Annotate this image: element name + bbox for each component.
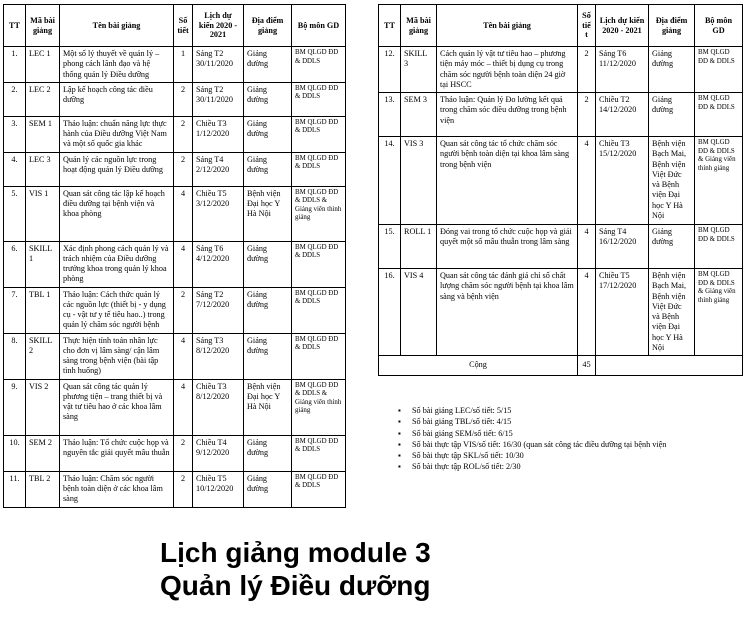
cell-lich: Sáng T2 7/12/2020 (193, 287, 244, 333)
cell-so: 2 (578, 93, 596, 137)
cell-bomon: BM QLGD ĐD & DDLS (292, 47, 346, 83)
cell-so: 4 (578, 225, 596, 269)
cell-so: 4 (174, 186, 193, 241)
table-row (4, 152, 346, 186)
cell-dia: Giảng đường (244, 47, 292, 83)
table-row (4, 435, 346, 471)
cell-ten: Quan sát công tác tổ chức chăm sóc người bệnh toàn diện tại khoa lâm sàng trong bệnh viện (437, 137, 578, 225)
total-label: Cộng (379, 356, 578, 376)
cell-tt: 15. (379, 225, 401, 269)
cell-bomon: BM QLGD ĐD & DDLS (292, 82, 346, 116)
cell-dia: Giảng đường (244, 435, 292, 471)
cell-bomon: BM QLGD ĐD & DDLS (292, 116, 346, 152)
cell-ten: Xác định phong cách quản lý và trách nhiệm của Điều dưỡng trưởng khoa trong quản lý khoa phòng (60, 241, 174, 287)
cell-tt: 13. (379, 93, 401, 137)
table-row (379, 93, 743, 137)
cell-lich: Chiều T4 9/12/2020 (193, 435, 244, 471)
cell-so: 2 (578, 47, 596, 93)
cell-lich: Chiều T3 15/12/2020 (596, 137, 649, 225)
cell-ten: Cách quản lý vật tư tiêu hao – phương tiện máy móc – thiết bị dụng cụ trong chăm sóc người bệnh toàn diện 24 giờ tại HSCC (437, 47, 578, 93)
cell-tt: 10. (4, 435, 26, 471)
cell-so: 4 (578, 137, 596, 225)
summary-item: ▪ Số bài thực tập SKL/số tiết: 10/30 (398, 450, 666, 461)
cell-bomon: BM QLGD ĐD & DDLS & Giảng viên thỉnh giảng (292, 186, 346, 241)
cell-ten: Thảo luận: chuẩn năng lực thực hành của Điều dưỡng Việt Nam và một số quốc gia khác (60, 116, 174, 152)
cell-ma: LEC 1 (26, 47, 60, 83)
cell-lich: Chiều T5 3/12/2020 (193, 186, 244, 241)
header-so: Số tiết (578, 5, 596, 47)
cell-dia: Bệnh viện Đại học Y Hà Nội (244, 379, 292, 435)
table-row (379, 47, 743, 93)
cell-dia: Bệnh viện Đại học Y Hà Nội (244, 186, 292, 241)
table-row (4, 471, 346, 507)
cell-tt: 12. (379, 47, 401, 93)
cell-ten: Thảo luận: Cách thức quản lý các nguồn lực (thiết bị - y dụng cụ - vật tư y tế tiêu hao..) trong quản lý chăm sóc người bệnh (60, 287, 174, 333)
table-header-row (379, 5, 743, 47)
cell-dia: Giảng đường (649, 225, 695, 269)
cell-tt: 7. (4, 287, 26, 333)
cell-ma: VIS 4 (401, 269, 437, 356)
cell-ten: Một số lý thuyết về quản lý – phong cách lãnh đạo và hệ thống quản lý Điều dưỡng (60, 47, 174, 83)
cell-lich: Chiều T2 14/12/2020 (596, 93, 649, 137)
cell-ten: Lập kế hoạch công tác điều dưỡng (60, 82, 174, 116)
cell-ten: Đóng vai trong tổ chức cuộc họp và giải quyết một số mâu thuẫn trong lâm sàng (437, 225, 578, 269)
cell-so: 4 (174, 333, 193, 379)
cell-ma: SKILL 3 (401, 47, 437, 93)
cell-bomon: BM QLGD ĐD & DDLS (292, 287, 346, 333)
cell-lich: Sáng T2 30/11/2020 (193, 47, 244, 83)
cell-tt: 11. (4, 471, 26, 507)
cell-so: 2 (174, 116, 193, 152)
table-row (4, 241, 346, 287)
cell-bomon: BM QLGD ĐD & DDLS (695, 93, 743, 137)
header-bomon: Bộ môn GD (292, 5, 346, 47)
cell-tt: 14. (379, 137, 401, 225)
cell-bomon: BM QLGD ĐD & DDLS (292, 241, 346, 287)
cell-tt: 9. (4, 379, 26, 435)
table-row (379, 269, 743, 356)
total-empty-cell (596, 356, 743, 376)
cell-lich: Chiều T3 1/12/2020 (193, 116, 244, 152)
cell-dia: Giảng đường (649, 47, 695, 93)
header-tt: TT (379, 5, 401, 47)
cell-so: 2 (174, 152, 193, 186)
cell-ma: TBL 1 (26, 287, 60, 333)
header-dia: Địa điểm giảng (649, 5, 695, 47)
table-body-right (379, 47, 743, 356)
cell-ten: Quan sát công tác đánh giá chỉ số chất lượng chăm sóc người bệnh tại khoa lâm sàng và bệnh viện (437, 269, 578, 356)
cell-ten: Quan sát công tác quản lý phương tiện – trang thiết bị và vật tư tiêu hao ở các khoa lâm sàng (60, 379, 174, 435)
cell-lich: Sáng T4 2/12/2020 (193, 152, 244, 186)
cell-ma: SEM 2 (26, 435, 60, 471)
cell-tt: 1. (4, 47, 26, 83)
header-ma: Mã bài giảng (401, 5, 437, 47)
header-lich: Lịch dự kiến 2020 - 2021 (596, 5, 649, 47)
header-ten: Tên bài giảng (60, 5, 174, 47)
cell-bomon: BM QLGD ĐD & DDLS (292, 152, 346, 186)
cell-ma: TBL 2 (26, 471, 60, 507)
table-row (4, 116, 346, 152)
cell-lich: Chiều T5 17/12/2020 (596, 269, 649, 356)
cell-so: 2 (174, 435, 193, 471)
cell-dia: Giảng đường (244, 82, 292, 116)
cell-so: 4 (174, 379, 193, 435)
cell-ma: SEM 1 (26, 116, 60, 152)
cell-tt: 4. (4, 152, 26, 186)
cell-ten: Thảo luận: Quản lý Đo lường kết quả trong chăm sóc điều dưỡng trong bệnh viện (437, 93, 578, 137)
cell-ten: Thảo luận: Tổ chức cuộc họp và nguyên tắc giải quyết mâu thuẫn (60, 435, 174, 471)
cell-dia: Giảng đường (649, 93, 695, 137)
table-row (4, 82, 346, 116)
cell-ma: VIS 1 (26, 186, 60, 241)
cell-ma: VIS 2 (26, 379, 60, 435)
cell-ma: SEM 3 (401, 93, 437, 137)
header-lich: Lịch dự kiến 2020 - 2021 (193, 5, 244, 47)
cell-lich: Sáng T2 30/11/2020 (193, 82, 244, 116)
cell-bomon: BM QLGD ĐD & DDLS (695, 225, 743, 269)
cell-so: 4 (578, 269, 596, 356)
summary-item: ▪ Số bài giảng SEM/số tiết: 6/15 (398, 428, 666, 439)
summary-item: ▪ Số bài giảng LEC/số tiết: 5/15 (398, 405, 666, 416)
cell-bomon: BM QLGD ĐD & DDLS & Giảng viên thỉnh giảng (695, 137, 743, 225)
cell-lich: Chiều T3 8/12/2020 (193, 379, 244, 435)
cell-tt: 6. (4, 241, 26, 287)
summary-item: ▪ Số bài giảng TBL/số tiết: 4/15 (398, 416, 666, 427)
table-row (4, 287, 346, 333)
cell-ten: Thảo luận: Chăm sóc người bệnh toàn diện ở các khoa lâm sàng (60, 471, 174, 507)
cell-ma: LEC 3 (26, 152, 60, 186)
cell-ma: LEC 2 (26, 82, 60, 116)
cell-lich: Sáng T6 11/12/2020 (596, 47, 649, 93)
header-ten: Tên bài giảng (437, 5, 578, 47)
header-ma: Mã bài giảng (26, 5, 60, 47)
summary-list (398, 405, 666, 473)
cell-dia: Giảng đường (244, 333, 292, 379)
cell-lich: Sáng T3 8/12/2020 (193, 333, 244, 379)
cell-ma: ROLL 1 (401, 225, 437, 269)
table-row (4, 186, 346, 241)
cell-dia: Giảng đường (244, 287, 292, 333)
cell-lich: Sáng T6 4/12/2020 (193, 241, 244, 287)
table-row (4, 379, 346, 435)
cell-ten: Thực hiện tính toán nhân lực cho đơn vị lâm sàng/ cận lâm sàng trong bệnh viện (bài tập tình huống) (60, 333, 174, 379)
summary-item: ▪ Số bài thực tập VIS/số tiết: 16/30 (quan sát công tác điều dưỡng tại bệnh viện (398, 439, 666, 450)
table-body-left (4, 47, 346, 508)
cell-tt: 5. (4, 186, 26, 241)
cell-so: 2 (174, 471, 193, 507)
table-row (4, 47, 346, 83)
cell-so: 2 (174, 287, 193, 333)
header-so: Số tiết (174, 5, 193, 47)
header-dia: Địa điểm giảng (244, 5, 292, 47)
page-caption (160, 536, 431, 602)
cell-bomon: BM QLGD ĐD & DDLS (292, 471, 346, 507)
cell-bomon: BM QLGD ĐD & DDLS & Giảng viên thỉnh giảng (695, 269, 743, 356)
header-tt: TT (4, 5, 26, 47)
cell-dia: Bệnh viện Bạch Mai, Bệnh viện Việt Đức và Bệnh viện Đại học Y Hà Nội (649, 137, 695, 225)
summary-item: ▪ Số bài thực tập ROL/số tiết: 2/30 (398, 461, 666, 472)
header-bomon: Bộ môn GD (695, 5, 743, 47)
cell-bomon: BM QLGD ĐD & DDLS (695, 47, 743, 93)
cell-so: 1 (174, 47, 193, 83)
caption-line-2: Quản lý Điều dưỡng (160, 570, 431, 601)
cell-bomon: BM QLGD ĐD & DDLS & Giảng viên thỉnh giảng (292, 379, 346, 435)
cell-dia: Giảng đường (244, 241, 292, 287)
cell-dia: Bệnh viện Bạch Mai, Bệnh viện Việt Đức và Bệnh viện Đại học Y Hà Nội (649, 269, 695, 356)
cell-tt: 8. (4, 333, 26, 379)
cell-tt: 16. (379, 269, 401, 356)
cell-ma: SKILL 2 (26, 333, 60, 379)
schedule-table-left (3, 4, 346, 508)
cell-so: 2 (174, 82, 193, 116)
caption-line-1: Lịch giảng module 3 (160, 537, 431, 568)
cell-dia: Giảng đường (244, 152, 292, 186)
table-header-row (4, 5, 346, 47)
cell-ten: Quản lý các nguồn lực trong hoạt động quản lý Điều dưỡng (60, 152, 174, 186)
cell-ten: Quan sát công tác lập kế hoạch điều dưỡng tại bệnh viện và khoa phòng (60, 186, 174, 241)
cell-so: 4 (174, 241, 193, 287)
total-row (379, 356, 743, 376)
cell-tt: 3. (4, 116, 26, 152)
cell-bomon: BM QLGD ĐD & DDLS (292, 435, 346, 471)
cell-ma: VIS 3 (401, 137, 437, 225)
cell-lich: Chiều T5 10/12/2020 (193, 471, 244, 507)
cell-dia: Giảng đường (244, 116, 292, 152)
table-row (4, 333, 346, 379)
table-row (379, 137, 743, 225)
total-value: 45 (578, 356, 596, 376)
cell-lich: Sáng T4 16/12/2020 (596, 225, 649, 269)
cell-ma: SKILL 1 (26, 241, 60, 287)
cell-tt: 2. (4, 82, 26, 116)
schedule-table-right (378, 4, 743, 376)
cell-dia: Giảng đường (244, 471, 292, 507)
table-row (379, 225, 743, 269)
cell-bomon: BM QLGD ĐD & DDLS (292, 333, 346, 379)
